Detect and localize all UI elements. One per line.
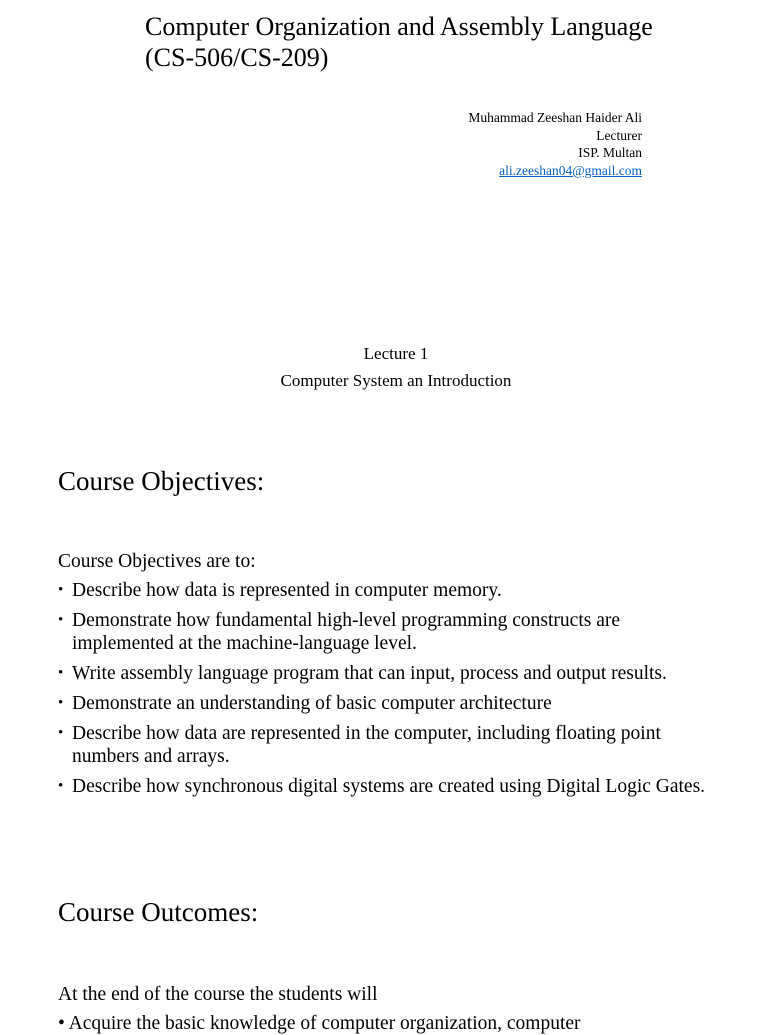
list-item-text: Demonstrate an understanding of basic computer architecture — [72, 693, 552, 714]
author-role: Lecturer — [596, 127, 642, 143]
objectives-intro: Course Objectives are to: — [58, 551, 256, 572]
list-item — [58, 662, 718, 685]
list-item — [58, 609, 718, 655]
bullet-icon: • — [58, 1013, 65, 1034]
list-item-text: Describe how synchronous digital systems are created using Digital Logic Gates. — [72, 776, 706, 797]
author-name: Muhammad Zeeshan Haider Ali — [468, 110, 642, 125]
document-title: Computer Organization and Assembly Language (CS-506/CS-209) — [145, 12, 653, 72]
author-institution: ISP. Multan — [578, 145, 642, 160]
list-item-text: Acquire the basic knowledge of computer organization, computer — [68, 1013, 581, 1034]
bullet-icon: • — [58, 695, 64, 711]
outcomes-intro: At the end of the course the students will — [58, 984, 378, 1005]
outcomes-heading: Course Outcomes: — [58, 897, 259, 927]
author-email-link[interactable]: ali.zeeshan04@gmail.com — [499, 162, 642, 178]
list-item-text: Write assembly language program that can input, process and output results. — [72, 663, 667, 684]
author-block — [300, 109, 642, 179]
list-item — [58, 775, 718, 798]
list-item-text: Describe how data is represented in computer memory. — [72, 580, 502, 601]
list-item — [58, 692, 718, 715]
list-item-text: Demonstrate how fundamental high-level programming constructs are implemented at the machine-language level. — [72, 610, 620, 654]
bullet-icon: • — [58, 612, 64, 628]
bullet-icon: • — [58, 778, 64, 794]
list-item-text: Describe how data are represented in the computer, including floating point numbers and arrays. — [72, 723, 661, 767]
bullet-icon: • — [58, 582, 64, 598]
objectives-heading: Course Objectives: — [58, 466, 265, 496]
lecture-number: Lecture 1 — [363, 344, 429, 363]
bullet-icon: • — [58, 665, 64, 681]
bullet-icon: • — [58, 725, 64, 741]
list-item — [58, 579, 718, 602]
lecture-topic: Computer System an Introduction — [280, 371, 512, 390]
list-item — [58, 722, 718, 768]
objectives-list — [58, 579, 718, 805]
